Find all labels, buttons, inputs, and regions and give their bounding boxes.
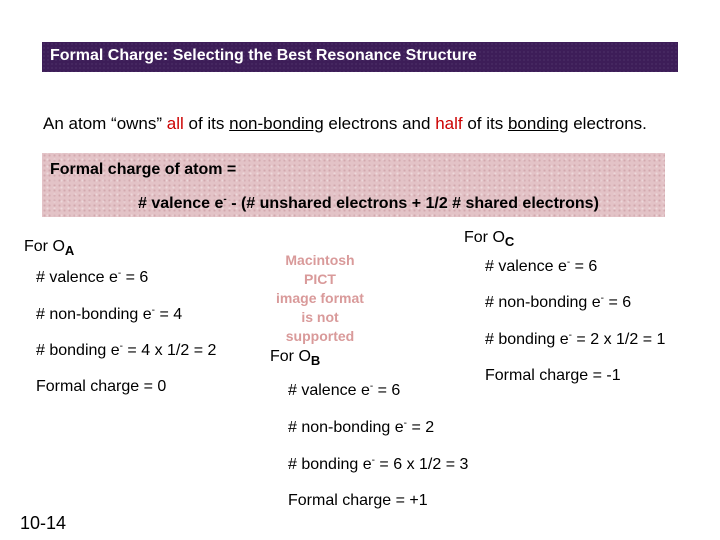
oc-formal-charge: Formal charge = -1 (485, 367, 621, 384)
oa-bonding: # bonding e- = 4 x 1/2 = 2 (36, 341, 217, 359)
oa-non-bonding: # non-bonding e- = 4 (36, 305, 183, 323)
intro-text-5: electrons. (568, 114, 647, 133)
ob-bonding: # bonding e- = 6 x 1/2 = 3 (288, 455, 469, 473)
intro-sentence (43, 114, 647, 134)
oa-heading-text: For O (24, 238, 65, 255)
intro-text-1: An atom “owns” (43, 114, 167, 133)
ob-valence: # valence e- = 6 (288, 381, 401, 399)
pict-line-3: is not supported (285, 309, 355, 344)
ob-heading-text: For O (270, 348, 311, 365)
pict-line-2: image format (276, 290, 364, 306)
pict-placeholder-image (268, 251, 372, 346)
intro-half: half (435, 114, 463, 133)
electron-superscript: - (223, 194, 227, 205)
pict-line-1: Macintosh PICT (285, 252, 355, 287)
formula-rest: - (# unshared electrons + 1/2 # shared electrons) (226, 195, 599, 212)
oc-non-bonding: # non-bonding e- = 6 (485, 293, 632, 311)
intro-text-4: of its (462, 114, 508, 133)
oc-valence: # valence e- = 6 (485, 257, 598, 275)
ob-formal-charge: Formal charge = +1 (288, 492, 428, 509)
intro-all: all (166, 114, 184, 133)
oa-valence: # valence e- = 6 (36, 268, 149, 286)
slide-number: 10-14 (20, 513, 67, 533)
oa-heading (24, 238, 74, 256)
ob-heading-sub: B (310, 353, 321, 368)
ob-non-bonding: # non-bonding e- = 2 (288, 418, 435, 436)
intro-text-2: of its (183, 114, 230, 133)
formula-line-2 (138, 195, 599, 213)
formula-line-1: Formal charge of atom = (50, 161, 237, 178)
oa-formal-charge: Formal charge = 0 (36, 378, 167, 395)
formula-valence: # valence e (138, 195, 224, 212)
intro-text-3: electrons and (323, 114, 436, 133)
oc-heading-text: For O (464, 229, 505, 246)
oa-heading-sub: A (64, 243, 75, 258)
oc-heading-sub: C (504, 234, 515, 249)
oc-bonding: # bonding e- = 2 x 1/2 = 1 (485, 330, 666, 348)
intro-non-bonding: non-bonding (229, 114, 324, 133)
oc-heading (464, 229, 514, 247)
ob-heading (270, 348, 320, 366)
intro-bonding: bonding (507, 114, 569, 133)
slide-title: Formal Charge: Selecting the Best Resonance Structure (50, 47, 477, 64)
